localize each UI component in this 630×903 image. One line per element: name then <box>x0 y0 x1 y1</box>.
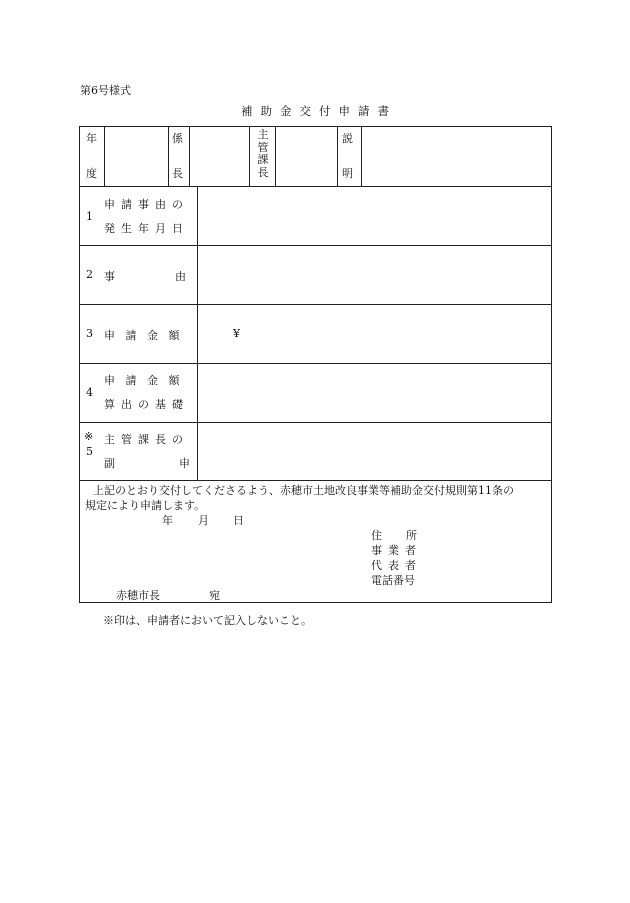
business-label: 事業者 <box>371 544 422 557</box>
header-divider <box>189 127 190 186</box>
row-number-3: 3 <box>86 327 93 340</box>
row-number-2: 2 <box>86 268 93 281</box>
row-number-4: 4 <box>86 386 93 399</box>
row-divider <box>80 363 551 364</box>
kakaricho-label-top: 係 <box>172 132 183 145</box>
row-number-1: 1 <box>86 210 93 223</box>
header-divider <box>104 127 105 186</box>
statement-line2: 規定により申請します。 <box>85 499 206 512</box>
nendo-label-top: 年 <box>86 132 97 145</box>
honorific: 宛 <box>209 589 220 602</box>
shukankacho-label: 主 管 課 長 <box>257 128 269 179</box>
row3-label: 申請金額 <box>104 329 190 342</box>
representative-label: 代表者 <box>371 559 422 572</box>
header-divider <box>249 127 250 186</box>
row5-label-right: 申 <box>179 457 190 470</box>
header-divider <box>168 127 169 186</box>
header-divider <box>337 127 338 186</box>
date-day: 日 <box>233 514 244 527</box>
row4-label-line2: 算出の基礎 <box>104 398 189 411</box>
row4-label-line1: 申請金額 <box>104 374 190 387</box>
form-title: 補助金交付申請書 <box>241 104 397 118</box>
addressee: 赤穂市長 <box>116 589 160 602</box>
row5-label-line1: 主管課長の <box>104 433 189 446</box>
setsumei-label-bottom: 明 <box>342 167 353 180</box>
date-year: 年 <box>162 514 173 527</box>
phone-label: 電話番号 <box>371 574 415 587</box>
header-divider <box>361 127 362 186</box>
row2-label-left: 事 <box>104 270 115 283</box>
date-month: 月 <box>198 514 209 527</box>
label-column-divider <box>197 186 198 480</box>
statement-line1: 上記のとおり交付してくださるよう、赤穂市土地改良事業等補助金交付規則第11条の <box>93 484 514 497</box>
row-mark-5: ※ <box>84 430 94 443</box>
row1-label-line1: 申請事由の <box>104 198 189 211</box>
address-label-a: 住 <box>371 529 382 542</box>
row1-label-line2: 発生年月日 <box>104 222 189 235</box>
yen-sign: ¥ <box>233 327 240 340</box>
setsumei-label-top: 説 <box>342 132 353 145</box>
row5-label-left: 副 <box>104 457 115 470</box>
row2-label-right: 由 <box>175 270 186 283</box>
row-divider <box>80 422 551 423</box>
address-label-b: 所 <box>406 529 417 542</box>
row-number-5: 5 <box>86 445 93 458</box>
kakaricho-label-bottom: 長 <box>172 167 183 180</box>
form-number: 第6号様式 <box>80 84 131 97</box>
row-divider <box>80 186 551 187</box>
application-form-table <box>79 126 552 603</box>
header-divider <box>275 127 276 186</box>
row-divider <box>80 480 551 481</box>
row-divider <box>80 304 551 305</box>
row-divider <box>80 245 551 246</box>
nendo-label-bottom: 度 <box>86 167 97 180</box>
footnote: ※印は、申請者において記入しないこと。 <box>103 614 312 627</box>
